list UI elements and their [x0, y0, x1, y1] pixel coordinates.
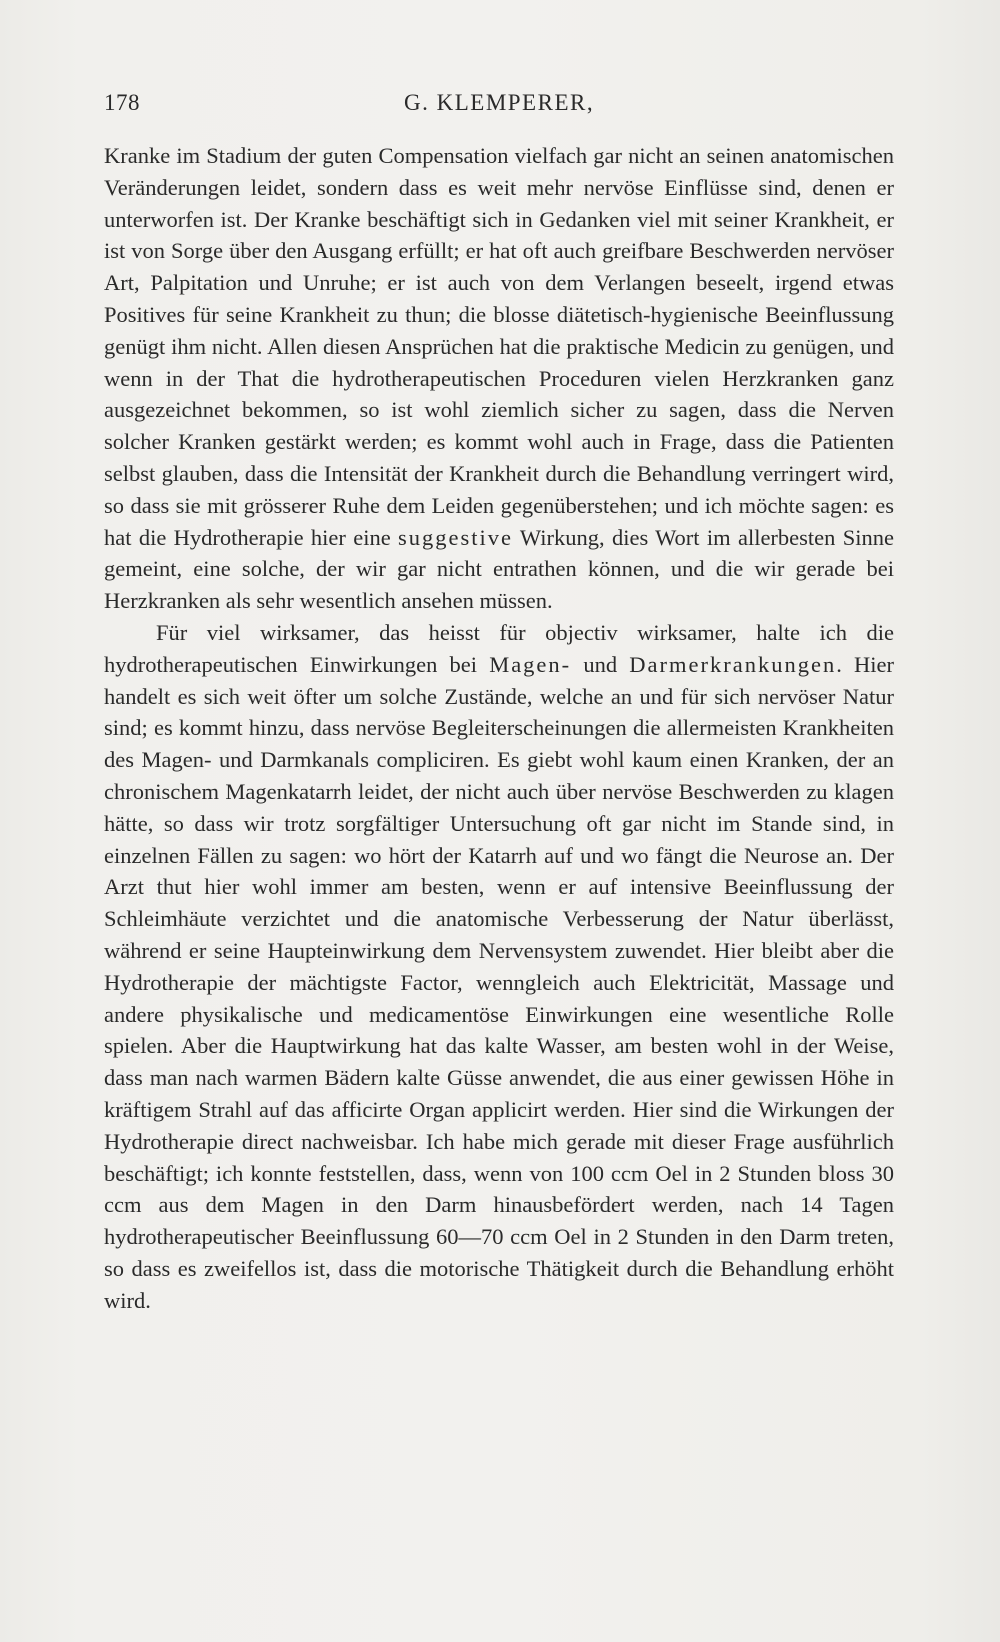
emphasized-text: Magen- [489, 651, 572, 677]
running-head: G. KLEMPERER, [404, 90, 595, 115]
text-segment: Für viel wirksamer, das heisst für objectiv wirksamer, halte ich die hydrotherapeutischen Einwirkungen bei [104, 619, 894, 677]
paragraph-2 [104, 617, 894, 1317]
page-header [104, 90, 894, 126]
body-text [104, 140, 894, 1316]
paragraph-1 [104, 140, 894, 617]
text-segment: Wirkung, dies Wort im allerbesten Sinne gemeint, eine solche, der wir gar nicht entrathen können, und die wir gerade bei Herzkranken als sehr wesentlich ansehen müssen. [104, 524, 894, 614]
text-segment: Kranke im Stadium der guten Compensation vielfach gar nicht an seinen anatomischen Veränderungen leidet, sondern dass es weit mehr nervöse Einflüsse sind, denen er unterworfen ist. Der Kranke beschäftigt sich in Gedanken viel mit seiner Krankheit, er ist von Sorge über den Ausgang erfüllt; er hat oft auch greifbare Beschwerden nervöser Art, Palpitation und Unruhe; er ist auch von dem Verlangen beseelt, irgend etwas Positives für seine Krankheit zu thun; die blosse diätetisch-hygienische Beeinflussung genügt ihm nicht. Allen diesen Ansprüchen hat die praktische Medicin zu genügen, und wenn in der That die hydrotherapeutischen Proceduren vielen Herzkranken ganz ausgezeichnet bekommen, so ist wohl ziemlich sicher zu sagen, dass die Nerven solcher Kranken gestärkt werden; es kommt wohl auch in Frage, dass die Patienten selbst glauben, dass die Intensität der Krankheit durch die Behandlung verringert wird, so dass sie mit grösserer Ruhe dem Leiden gegenüberstehen; und ich möchte sagen: es hat die Hydrotherapie hier eine [104, 143, 894, 550]
emphasized-text: suggestive [398, 524, 514, 550]
text-segment: . Hier handelt es sich weit öfter um solche Zustände, welche an und für sich nervöser Natur sind; es kommt hinzu, dass nervöse Begleiterscheinungen die allermeisten Krankheiten des Magen- und Darmkanals compliciren. Es giebt wohl kaum einen Kranken, der an chronischem Magenkatarrh leidet, der nicht auch über nervöse Beschwerden zu klagen hätte, so dass wir trotz sorgfältiger Untersuchung oft gar nicht im Stande sind, in einzelnen Fällen zu sagen: wo hört der Katarrh auf und wo fängt die Neurose an. Der Arzt thut hier wohl immer am besten, wenn er auf intensive Beeinflussung der Schleimhäute verzichtet und die anatomische Verbesserung der Natur überlässt, während er seine Haupteinwirkung dem Nervensystem zuwendet. Hier bleibt aber die Hydrotherapie der mächtigste Factor, wenngleich auch Elektricität, Massage und andere physikalische und medicamentöse Einwirkungen eine wesentliche Rolle spielen. Aber die Hauptwirkung hat das kalte Wasser, am besten wohl in der Weise, dass man nach warmen Bädern kalte Güsse anwendet, die aus einer gewissen Höhe in kräftigem Strahl auf das afficirte Organ applicirt werden. Hier sind die Wirkungen der Hydrotherapie direct nachweisbar. Ich habe mich gerade mit dieser Frage ausführlich beschäftigt; ich konnte feststellen, dass, wenn von 100 ccm Oel in 2 Stunden bloss 30 ccm aus dem Magen in den Darm hinausbefördert werden, nach 14 Tagen hydrotherapeutischer Beeinflussung 60—70 ccm Oel in 2 Stunden in den Darm treten, so dass es zweifellos ist, dass die motorische Thätigkeit durch die Behandlung erhöht wird. [104, 651, 895, 1313]
emphasized-text: Darmerkrankungen [629, 651, 837, 677]
text-segment: und [571, 651, 630, 677]
page-number: 178 [104, 90, 140, 115]
